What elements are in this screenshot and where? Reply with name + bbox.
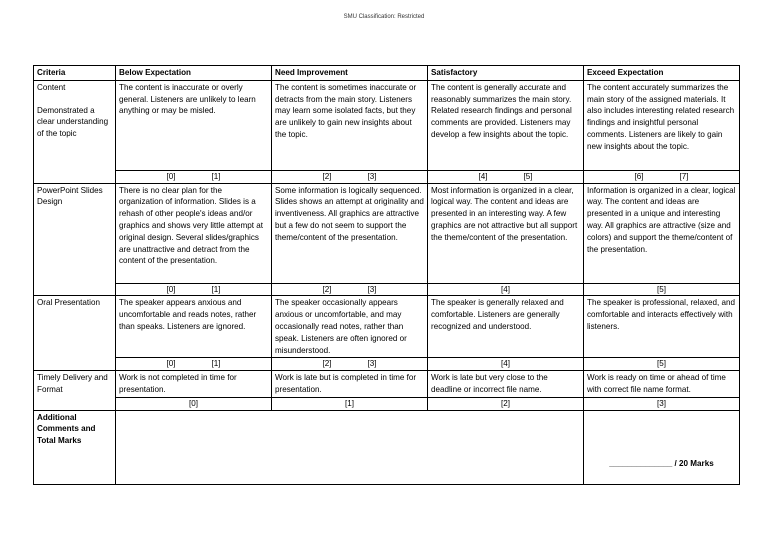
descriptor-cell: Work is late but is completed in time for presentation. — [272, 371, 428, 398]
header-need-improvement: Need Improvement — [272, 66, 428, 81]
criteria-label: Timely Delivery and Format — [37, 373, 108, 394]
criteria-label: PowerPoint Slides Design — [37, 185, 103, 207]
mark-value: [4] — [478, 171, 488, 181]
table-row — [34, 80, 740, 170]
total-marks: ______________ / 20 Marks — [609, 458, 714, 468]
header-criteria: Criteria — [34, 66, 116, 81]
marks-row — [34, 397, 740, 410]
descriptor-cell: The content is generally accurate and reasonably summarizes the main story. Related research findings and personal comments are provided. Listeners may develop a few insights about the topic. — [428, 80, 584, 170]
marks-cell — [428, 283, 584, 296]
descriptor-cell: The speaker is professional, relaxed, and comfortable and interacts effectively with listeners. — [584, 296, 740, 358]
mark-value: [1] — [345, 398, 354, 408]
marks-cell — [116, 170, 272, 183]
criteria-label: Oral Presentation — [37, 298, 100, 308]
mark-value: [5] — [657, 359, 666, 369]
rubric-table — [33, 65, 740, 485]
descriptor-cell: The content is inaccurate or overly general. Listeners are unlikely to learn anything or may be misled. — [116, 80, 272, 170]
marks-cell — [584, 358, 740, 371]
descriptor-cell: The speaker is generally relaxed and comfortable. Listeners are generally recognized and understood. — [428, 296, 584, 358]
criteria-cell — [34, 296, 116, 371]
marks-cell — [584, 397, 740, 410]
marks-cell — [116, 283, 272, 296]
total-marks-cell[interactable] — [584, 410, 740, 484]
marks-cell — [272, 397, 428, 410]
comments-field[interactable] — [116, 410, 584, 484]
criteria-cell — [34, 80, 116, 183]
classification-label: SMU Classification: Restricted — [343, 14, 425, 20]
mark-value: [5] — [657, 284, 666, 294]
marks-cell — [584, 283, 740, 296]
marks-cell — [272, 170, 428, 183]
marks-cell — [428, 170, 584, 183]
table-row — [34, 371, 740, 398]
marks-row — [34, 283, 740, 296]
mark-value: [2] — [322, 284, 332, 294]
mark-value: [6] — [634, 171, 644, 181]
descriptor-cell: Work is late but very close to the deadline or incorrect file name. — [428, 371, 584, 398]
marks-cell — [272, 283, 428, 296]
descriptor-cell: There is no clear plan for the organization of information. Slides is a rehash of other people's ideas and/or graphics and shows very little attempt at original design. Several slides/graphics are unattractive and detract from the content of the presentation. — [116, 183, 272, 283]
marks-row — [34, 170, 740, 183]
header-below-expectation: Below Expectation — [116, 66, 272, 81]
comments-label: Additional Comments and Total Marks — [34, 410, 116, 484]
descriptor-cell: Work is ready on time or ahead of time with correct file name format. — [584, 371, 740, 398]
marks-cell — [116, 358, 272, 371]
mark-value: [2] — [322, 171, 332, 181]
header-row — [34, 66, 740, 81]
mark-value: [1] — [211, 171, 221, 181]
descriptor-cell: The content is sometimes inaccurate or detracts from the main story. Listeners may learn some isolated facts, but they are unlikely to gain new insights about the topic. — [272, 80, 428, 170]
descriptor-cell: Information is organized in a clear, logical way. The content and ideas are presented in a unique and interesting way. All graphics are attractive (size and colors) and support the theme/content of the presentation. — [584, 183, 740, 283]
marks-cell — [272, 358, 428, 371]
mark-value: [3] — [367, 359, 377, 369]
table-row — [34, 296, 740, 358]
marks-row — [34, 358, 740, 371]
criteria-cell — [34, 183, 116, 296]
header-exceed-expectation: Exceed Expectation — [584, 66, 740, 81]
comments-row — [34, 410, 740, 484]
descriptor-cell: The content accurately summarizes the main story of the assigned materials. It also includes interesting related research findings and insightful personal comments. Listeners are likely to gain new insights about the topic. — [584, 80, 740, 170]
criteria-label: Content — [37, 82, 66, 92]
marks-cell — [428, 358, 584, 371]
mark-value: [4] — [501, 359, 510, 369]
mark-value: [0] — [189, 398, 198, 408]
mark-value: [2] — [322, 359, 332, 369]
header-satisfactory: Satisfactory — [428, 66, 584, 81]
mark-value: [7] — [679, 171, 689, 181]
marks-cell — [584, 170, 740, 183]
descriptor-cell: The speaker appears anxious and uncomfortable and reads notes, rather than speaks. Listeners are ignored. — [116, 296, 272, 358]
criteria-note: Demonstrated a clear understanding of the topic — [37, 105, 109, 139]
mark-value: [0] — [166, 359, 176, 369]
descriptor-cell: The speaker occasionally appears anxious or uncomfortable, and may occasionally read notes, rather than speak. Listeners are often ignored or misunderstood. — [272, 296, 428, 358]
table-row — [34, 183, 740, 283]
mark-value: [5] — [523, 171, 533, 181]
mark-value: [3] — [367, 284, 377, 294]
descriptor-cell: Most information is organized in a clear, logical way. The content and ideas are presented in an interesting way. A few graphics are not attractive but all support the theme/content of the presentation. — [428, 183, 584, 283]
mark-value: [4] — [501, 284, 510, 294]
criteria-cell — [34, 371, 116, 410]
mark-value: [3] — [657, 398, 666, 408]
mark-value: [0] — [166, 284, 176, 294]
marks-cell — [116, 397, 272, 410]
mark-value: [2] — [501, 398, 510, 408]
descriptor-cell: Some information is logically sequenced. Slides shows an attempt at originality and inventiveness. All graphics are attractive but a few do not seem to support the theme/content of the presentation. — [272, 183, 428, 283]
mark-value: [0] — [166, 171, 176, 181]
marks-cell — [428, 397, 584, 410]
mark-value: [1] — [211, 359, 221, 369]
descriptor-cell: Work is not completed in time for presentation. — [116, 371, 272, 398]
mark-value: [1] — [211, 284, 221, 294]
mark-value: [3] — [367, 171, 377, 181]
